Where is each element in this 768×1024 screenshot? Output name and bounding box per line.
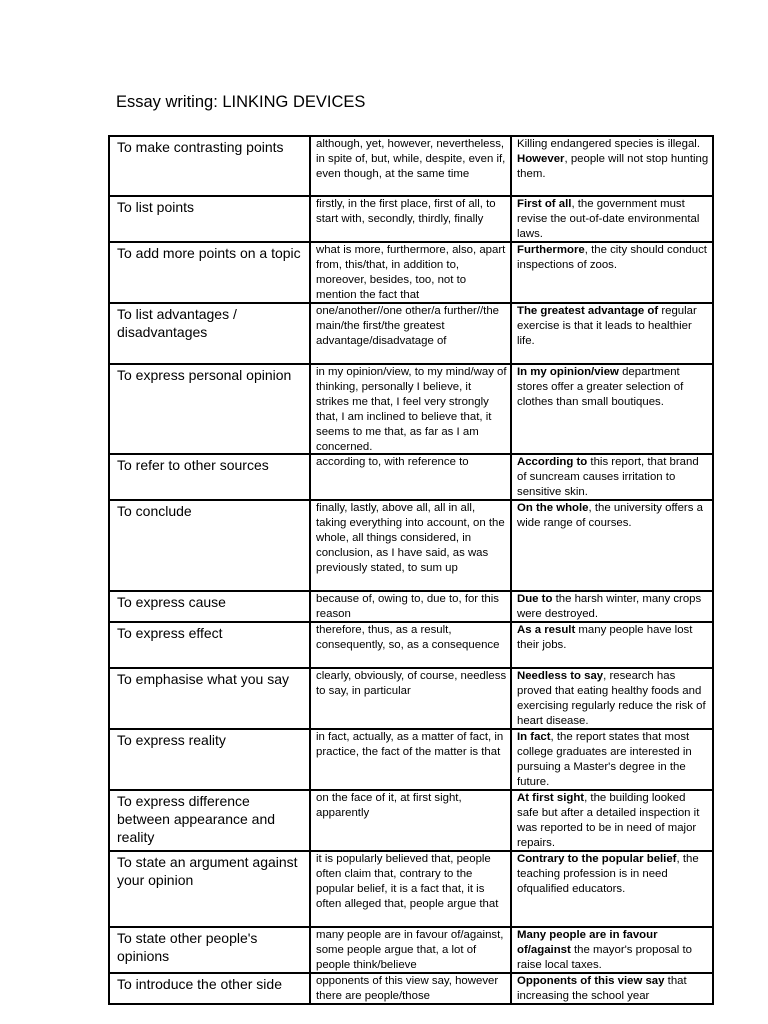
devices-cell — [310, 196, 511, 242]
table-row — [109, 364, 713, 454]
example-linking-phrase: However — [517, 153, 565, 165]
purpose-cell — [109, 927, 310, 973]
example-after: the mayor's proposal to raise local taxes. — [517, 944, 693, 971]
purpose-cell — [109, 591, 310, 622]
devices-cell — [310, 242, 511, 303]
purpose-text: To emphasise what you say — [117, 671, 289, 687]
purpose-cell — [109, 500, 310, 591]
table-row — [109, 973, 713, 1004]
devices-cell — [310, 851, 511, 927]
example-cell — [511, 196, 713, 242]
devices-cell — [310, 729, 511, 790]
table-row — [109, 622, 713, 668]
example-cell — [511, 364, 713, 454]
example-cell — [511, 454, 713, 500]
devices-cell — [310, 668, 511, 729]
example-linking-phrase: According to — [517, 456, 588, 468]
table-row — [109, 196, 713, 242]
purpose-cell — [109, 622, 310, 668]
example-linking-phrase: As a result — [517, 624, 576, 636]
example-after: department stores offer a greater selection of clothes than small boutiques. — [517, 366, 684, 408]
purpose-cell — [109, 242, 310, 303]
devices-text: clearly, obviously, of course, needless to say, in particular — [316, 670, 507, 697]
purpose-cell — [109, 790, 310, 851]
example-linking-phrase: In fact — [517, 731, 551, 743]
devices-text: in fact, actually, as a matter of fact, in practice, the fact of the matter is that — [316, 731, 504, 758]
table-body — [109, 136, 713, 1004]
devices-cell — [310, 136, 511, 196]
purpose-text: To express cause — [117, 594, 226, 610]
example-cell — [511, 622, 713, 668]
page-title: Essay writing: LINKING DEVICES — [116, 93, 366, 111]
example-text — [512, 365, 712, 452]
example-cell — [511, 729, 713, 790]
purpose-text: To express difference between appearance and reality — [117, 793, 276, 845]
table-row — [109, 591, 713, 622]
devices-text: in my opinion/view, to my mind/way of thinking, personally I believe, it strikes me that, I feel very strongly that, I am inclined to believe that, it seems to me that, as far as I am concerned. — [316, 366, 507, 452]
example-cell — [511, 136, 713, 196]
table-row — [109, 454, 713, 500]
example-text — [512, 791, 712, 849]
devices-text: according to, with reference to — [316, 456, 469, 468]
example-after: , the teaching profession is in need ofqualified educators. — [517, 853, 699, 895]
example-text — [512, 304, 712, 362]
purpose-cell — [109, 668, 310, 729]
table-row — [109, 500, 713, 591]
devices-text: firstly, in the first place, first of all, to start with, secondly, thirdly, finally — [316, 198, 496, 225]
devices-text: although, yet, however, nevertheless, in spite of, but, while, despite, even if, even though, at the same time — [316, 138, 506, 180]
devices-text: because of, owing to, due to, for this reason — [316, 593, 499, 620]
example-text — [512, 623, 712, 666]
devices-text: therefore, thus, as a result, consequently, so, as a consequence — [316, 624, 500, 651]
purpose-text: To refer to other sources — [117, 457, 269, 473]
purpose-text: To make contrasting points — [117, 139, 284, 155]
example-cell — [511, 790, 713, 851]
devices-cell — [310, 790, 511, 851]
table-row — [109, 668, 713, 729]
purpose-cell — [109, 303, 310, 364]
example-text — [512, 197, 712, 240]
devices-cell — [310, 364, 511, 454]
example-after: regular exercise is that it leads to healthier life. — [517, 305, 697, 347]
example-after: many people have lost their jobs. — [517, 624, 693, 651]
example-linking-phrase: At first sight — [517, 792, 585, 804]
example-linking-phrase: Many people are in favour of/against — [517, 929, 658, 956]
purpose-cell — [109, 973, 310, 1004]
devices-text: on the face of it, at first sight, apparently — [316, 792, 462, 819]
example-after: , the government must revise the out-of-date environmental laws. — [517, 198, 700, 240]
example-text — [512, 501, 712, 589]
purpose-cell — [109, 196, 310, 242]
example-cell — [511, 668, 713, 729]
table-row — [109, 303, 713, 364]
table-row — [109, 729, 713, 790]
example-text — [512, 852, 712, 925]
purpose-cell — [109, 364, 310, 454]
devices-text: one/another//one other/a further//the main/the first/the greatest advantage/disadvatage of — [316, 305, 500, 347]
example-linking-phrase: On the whole — [517, 502, 589, 514]
example-linking-phrase: Due to — [517, 593, 553, 605]
table-row — [109, 851, 713, 927]
example-cell — [511, 591, 713, 622]
table-row — [109, 136, 713, 196]
devices-cell — [310, 454, 511, 500]
purpose-text: To list advantages / disadvantages — [117, 306, 237, 340]
example-after: the harsh winter, many crops were destroyed. — [517, 593, 702, 620]
example-cell — [511, 927, 713, 973]
devices-text: finally, lastly, above all, all in all, taking everything into account, on the whole, all things considered, in conclusion, as I have said, as was previously stated, to sum up — [316, 502, 505, 574]
example-linking-phrase: Contrary to the popular belief — [517, 853, 677, 865]
example-after: , research has proved that eating healthy foods and exercising regularly reduce the risk of heart disease. — [517, 670, 706, 727]
devices-text: it is popularly believed that, people often claim that, contrary to the popular belief, it is a fact that, it is often alleged that, people argue that — [316, 853, 499, 910]
example-text — [512, 669, 712, 727]
example-text — [512, 928, 712, 971]
example-cell — [511, 973, 713, 1004]
example-cell — [511, 303, 713, 364]
devices-text: what is more, furthermore, also, apart from, this/that, in addition to, moreover, besides, too, not to mention the fact that — [316, 244, 506, 301]
table-row — [109, 242, 713, 303]
example-after: , the university offers a wide range of courses. — [517, 502, 703, 529]
example-text — [512, 243, 712, 301]
devices-cell — [310, 927, 511, 973]
purpose-text: To list points — [117, 199, 195, 215]
purpose-text: To introduce the other side — [117, 976, 282, 992]
purpose-text: To state other people's opinions — [117, 930, 258, 964]
example-text — [512, 592, 712, 620]
devices-cell — [310, 591, 511, 622]
devices-cell — [310, 973, 511, 1004]
example-text — [512, 455, 712, 498]
devices-cell — [310, 500, 511, 591]
example-after: , people will not stop hunting them. — [517, 153, 709, 180]
example-cell — [511, 500, 713, 591]
purpose-text: To state an argument against your opinion — [117, 854, 298, 888]
purpose-text: To add more points on a topic — [117, 245, 301, 261]
example-after: this report, that brand of suncream causes irritation to sensitive skin. — [517, 456, 699, 498]
table-row — [109, 790, 713, 851]
example-text — [512, 137, 712, 194]
devices-text: opponents of this view say, however there are people/those — [316, 975, 499, 1002]
example-linking-phrase: The greatest advantage of — [517, 305, 659, 317]
purpose-text: To express personal opinion — [117, 367, 292, 383]
example-text — [512, 974, 712, 1002]
devices-text: many people are in favour of/against, some people argue that, a lot of people think/believe — [316, 929, 504, 971]
example-after: , the city should conduct inspections of zoos. — [517, 244, 707, 271]
example-after: , the report states that most college graduates are interested in pursuing a Master's degree in the future. — [517, 731, 692, 788]
purpose-cell — [109, 136, 310, 196]
purpose-cell — [109, 851, 310, 927]
example-linking-phrase: Needless to say — [517, 670, 604, 682]
purpose-cell — [109, 454, 310, 500]
purpose-text: To express effect — [117, 625, 223, 641]
example-linking-phrase: Furthermore — [517, 244, 585, 256]
linking-devices-table — [108, 135, 714, 1005]
purpose-text: To express reality — [117, 732, 226, 748]
example-cell — [511, 851, 713, 927]
devices-cell — [310, 622, 511, 668]
example-after: that increasing the school year — [517, 975, 687, 1002]
example-linking-phrase: First of all — [517, 198, 572, 210]
example-cell — [511, 242, 713, 303]
devices-cell — [310, 303, 511, 364]
example-before: Killing endangered species is illegal. — [517, 138, 700, 150]
purpose-cell — [109, 729, 310, 790]
example-after: , the building looked safe but after a detailed inspection it was reported to be in need of major repairs. — [517, 792, 700, 849]
table-row — [109, 927, 713, 973]
example-text — [512, 730, 712, 788]
example-linking-phrase: In my opinion/view — [517, 366, 619, 378]
example-linking-phrase: Opponents of this view say — [517, 975, 665, 987]
purpose-text: To conclude — [117, 503, 192, 519]
